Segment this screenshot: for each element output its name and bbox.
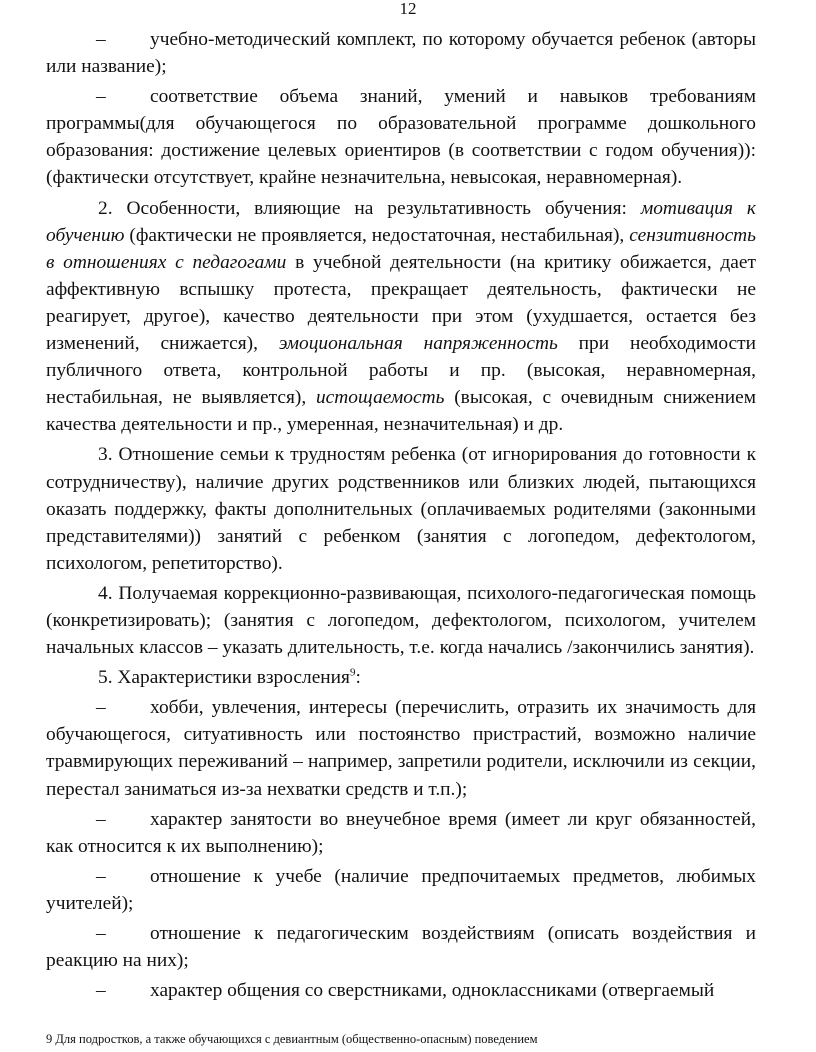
list-item-text: хобби, увлечения, интересы (перечислить, отразить их значимость для обучающегося, ситуативность или постоянство пристрастий, возможно наличие травмирующих переживаний – например, запретили родители, исключили из секции, перестал заниматься из-за нехватки средств и т.п.); [46,697,756,800]
term-motivation: мотивация к обучению [46,197,757,246]
list-item-text: соответствие объема знаний, умений и навыков требованиям программы(для обучающегося по образовательной программе дошкольного образования: достижение целевых ориентиров (в соответствии с годом обучения)): (фактически отсутствует, крайне незначительна, невысокая, неравномерная). [46,86,756,189]
list-item-knowledge-match [46,83,756,191]
page-body [46,26,756,1007]
dash-marker: – [96,808,106,830]
section-2-text: (фактически не проявляется, недостаточная, нестабильная), [124,224,630,246]
list-item-text: учебно-методический комплект, по которому обучается ребенок (авторы или название); [46,29,756,78]
list-item-text: характер общения со сверстниками, одноклассниками (отвергаемый [150,980,715,1002]
footnote-reference: 9 [349,666,356,679]
section-5-heading [46,664,756,691]
list-item-text: отношение к учебе (наличие предпочитаемых предметов, любимых учителей); [46,865,756,914]
term-sensitivity: сензитивность в отношениях с педагогами [46,224,756,273]
term-exhaustion: истощаемость [315,387,445,409]
dash-marker: – [96,29,106,50]
list-item-study-attitude [46,863,756,917]
list-item-text: характер занятости во внеучебное время (имеет ли круг обязанностей, как относится к их выполнению); [46,808,756,857]
list-item-free-time [46,806,756,860]
list-item-peer-communication [46,977,756,1004]
list-item-teaching-kit [46,26,756,80]
list-item-text: отношение к педагогическим воздействиям (описать воздействия и реакцию на них); [46,923,756,972]
section-2-text: 2. Особенности, влияющие на результативность обучения: [98,197,641,219]
section-2-learning-factors [46,195,756,439]
footnote: 9 Для подростков, а также обучающихся с девиантным (общественно-опасным) поведением [46,1032,538,1046]
section-2-text: (высокая, с очевидным снижением качества деятельности и пр., умеренная, незначительная) и др. [46,387,756,436]
dash-marker: – [96,86,106,108]
section-5-text: 5. Характеристики взросления [98,667,350,689]
dash-marker: – [96,697,106,719]
dash-marker: – [96,865,106,887]
page-number: 12 [399,0,417,18]
term-emotional-tension: эмоциональная напряженность [278,333,558,355]
list-item-pedagogical-influence [46,920,756,974]
section-2-text: при необходимости публичного ответа, контрольной работы и пр. (высокая, неравномерная, нестабильная, не выявляется), [46,333,756,409]
section-4-correctional-help: 4. Получаемая коррекционно-развивающая, психолого-педагогическая помощь (конкретизировать); (занятия с логопедом, дефектологом, психологом, учителем начальных классов – указать длительность, т.е. когда начались /закончились занятия). [46,582,756,659]
section-2-text: в учебной деятельности (на критику обижается, дает аффективную вспышку протеста, прекращает деятельность, фактически не реагирует, другое), качество деятельности при этом (ухудшается, остается без изменений, снижается), [46,251,756,355]
list-item-hobbies [46,694,756,802]
dash-marker: – [96,923,106,944]
section-3-family-attitude: 3. Отношение семьи к трудностям ребенка (от игнорирования до готовности к сотрудничеству), наличие других родственников или близких людей, пытающихся оказать поддержку, факты дополнительных (оплачиваемых родителями (законными представителями)) занятий с ребенком (занятия с логопедом, дефектологом, психологом, репетиторство). [46,444,756,574]
section-5-colon: : [355,667,361,689]
dash-marker: – [96,980,106,1002]
